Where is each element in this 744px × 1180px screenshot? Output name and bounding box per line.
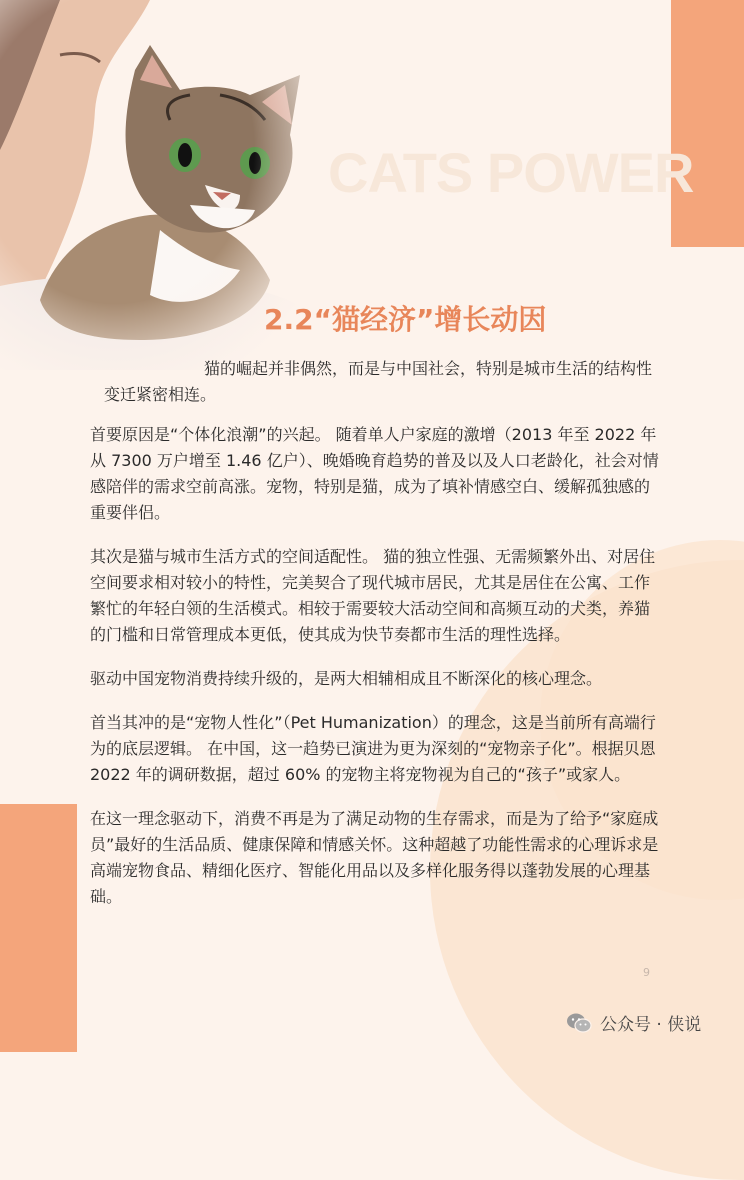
watermark-text: CATS POWER — [328, 141, 694, 204]
paragraph: 首当其冲的是“宠物人性化”（Pet Humanization）的理念，这是当前所有高端行为的底层逻辑。 在中国，这一趋势已演进为更为深刻的“宠物亲子化”。根据贝恩 2022 年的调研数据，超过 60% 的宠物主将宠物视为自己的“孩子”或家人。 — [90, 713, 656, 784]
accent-block-bottom-left — [0, 804, 77, 1052]
footer-label: 公众号 · 侠说 — [600, 1015, 702, 1035]
section-title: 2.2“猫经济”增长动因 — [264, 303, 547, 336]
paragraph: 首要原因是“个体化浪潮”的兴起。 随着单人户家庭的激增（2013 年至 2022 年从 7300 万户增至 1.46 亿户）、晚婚晚育趋势的普及以及人口老龄化，社会对情感陪伴的需求空前高涨。宠物，特别是猫，成为了填补情感空白、缓解孤独感的重要伴侣。 — [90, 425, 659, 522]
footer-brand — [566, 1010, 701, 1035]
paragraph: 在这一理念驱动下，消费不再是为了满足动物的生存需求，而是为了给予“家庭成员”最好的生活品质、健康保障和情感关怀。这种超越了功能性需求的心理诉求是高端宠物食品、精细化医疗、智能化用品以及多样化服务得以蓬勃发展的心理基础。 — [90, 809, 659, 906]
paragraph: 驱动中国宠物消费持续升级的，是两大相辅相成且不断深化的核心理念。 — [90, 669, 603, 688]
intro-paragraph: 猫的崛起并非偶然，而是与中国社会，特别是城市生活的结构性变迁紧密相连。 — [104, 359, 653, 404]
paragraph: 其次是猫与城市生活方式的空间适配性。 猫的独立性强、无需频繁外出、对居住空间要求相对较小的特性，完美契合了现代城市居民，尤其是居住在公寓、工作繁忙的年轻白领的生活模式。相较于需要较大活动空间和高频互动的犬类，养猫的门槛和日常管理成本更低，使其成为快节奏都市生活的理性选择。 — [90, 547, 656, 644]
page-number: 9 — [643, 966, 650, 979]
body-content — [90, 356, 662, 928]
wechat-icon — [566, 1012, 592, 1034]
accent-block-top-right — [671, 0, 744, 247]
